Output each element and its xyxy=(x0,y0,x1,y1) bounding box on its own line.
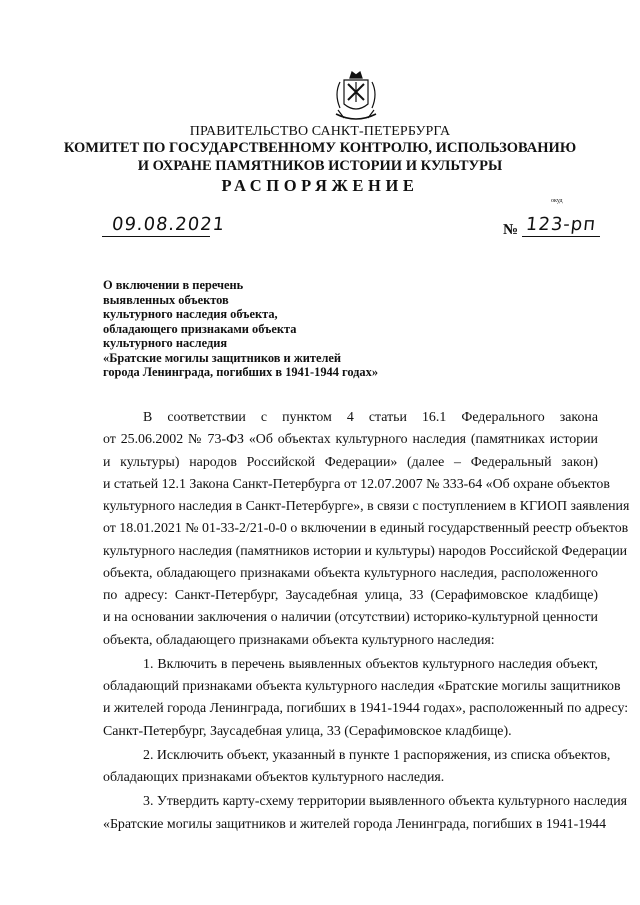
body-line: от 25.06.2002 № 73-ФЗ «Об объектах культурного наследия (памятниках истории xyxy=(103,432,598,448)
number-label: № xyxy=(503,222,519,238)
body-line: и культуры) народов Российской Федерации» (далее – Федеральный закон) xyxy=(103,454,598,470)
body-line: В соответствии с пунктом 4 статьи 16.1 Федерального закона xyxy=(143,410,598,425)
body-line: культурного наследия в Санкт-Петербурге», в связи с поступлением в КГИОП заявления xyxy=(103,499,630,514)
okud-mark: окуд xyxy=(551,198,563,204)
body-line: и на основании заключения о наличии (отсутствии) историко-культурной ценности xyxy=(103,610,598,626)
body-line: 1. Включить в перечень выявленных объектов культурного наследия объект, xyxy=(143,656,598,672)
body-line: культурного наследия (памятников истории и культуры) народов Российской Федерации xyxy=(103,543,628,559)
body-line: 2. Исключить объект, указанный в пункте 1 распоряжения, из списка объектов, xyxy=(143,747,611,763)
subject-line: обладающего признаками объекта xyxy=(103,321,297,336)
committee-name-line1: КОМИТЕТ ПО ГОСУДАРСТВЕННОМУ КОНТРОЛЮ, ИСПОЛЬЗОВАНИЮ xyxy=(63,140,577,156)
item-1-paragraph xyxy=(103,654,629,743)
body-line: по адресу: Санкт-Петербург, Заусадебная улица, 33 (Серафимовское кладбище) xyxy=(103,588,598,603)
subject-line: «Братские могилы защитников и жителей xyxy=(103,350,342,365)
document-date: 09.08.2021 xyxy=(110,214,227,235)
number-underline xyxy=(522,236,600,237)
body-line: обладающих признаками объектов культурного наследия. xyxy=(103,770,445,785)
date-underline xyxy=(102,236,210,237)
item-3-paragraph xyxy=(103,791,628,836)
document-number: 123-рп xyxy=(524,214,598,235)
body-line: и статьей 12.1 Закона Санкт-Петербурга от 12.07.2007 № 333-64 «Об охране объектов xyxy=(103,476,610,492)
body-line: объекта, обладающего признаками объекта культурного наследия: xyxy=(103,632,495,648)
body-line: 3. Утвердить карту-схему территории выявленного объекта культурного наследия xyxy=(143,794,628,810)
committee-name-line2: И ОХРАНЕ ПАМЯТНИКОВ ИСТОРИИ И КУЛЬТУРЫ xyxy=(137,158,503,174)
document-body xyxy=(103,407,630,836)
subject-line: города Ленинграда, погибших в 1941-1944 годах» xyxy=(103,365,379,379)
item-2-paragraph xyxy=(103,745,611,790)
subject-line: культурного наследия xyxy=(103,336,228,350)
body-line: и жителей города Ленинграда, погибших в 1941-1944 годах», расположенный по адресу: xyxy=(103,701,629,717)
body-line: Санкт-Петербург, Заусадебная улица, 33 (Серафимовское кладбище). xyxy=(103,723,512,739)
coat-of-arms-icon xyxy=(330,68,382,126)
body-line: обладающий признаками объекта культурного наследия «Братские могилы защитников xyxy=(103,679,621,694)
subject-line: культурного наследия объекта, xyxy=(103,307,278,321)
preamble-paragraph xyxy=(103,407,630,652)
body-line: объекта, обладающего признаками объекта культурного наследия, расположенного xyxy=(103,565,598,581)
body-line: от 18.01.2021 № 01-33-2/21-0-0 о включении в единый государственный реестр объектов xyxy=(103,521,629,537)
subject-line: выявленных объектов xyxy=(103,292,229,307)
government-name: ПРАВИТЕЛЬСТВО САНКТ-ПЕТЕРБУРГА xyxy=(189,124,451,139)
document-subject xyxy=(103,278,378,380)
document-type: РАСПОРЯЖЕНИЕ xyxy=(221,176,419,195)
body-line: «Братские могилы защитников и жителей города Ленинграда, погибших в 1941-1944 xyxy=(103,816,607,832)
subject-line: О включении в перечень xyxy=(103,278,244,292)
